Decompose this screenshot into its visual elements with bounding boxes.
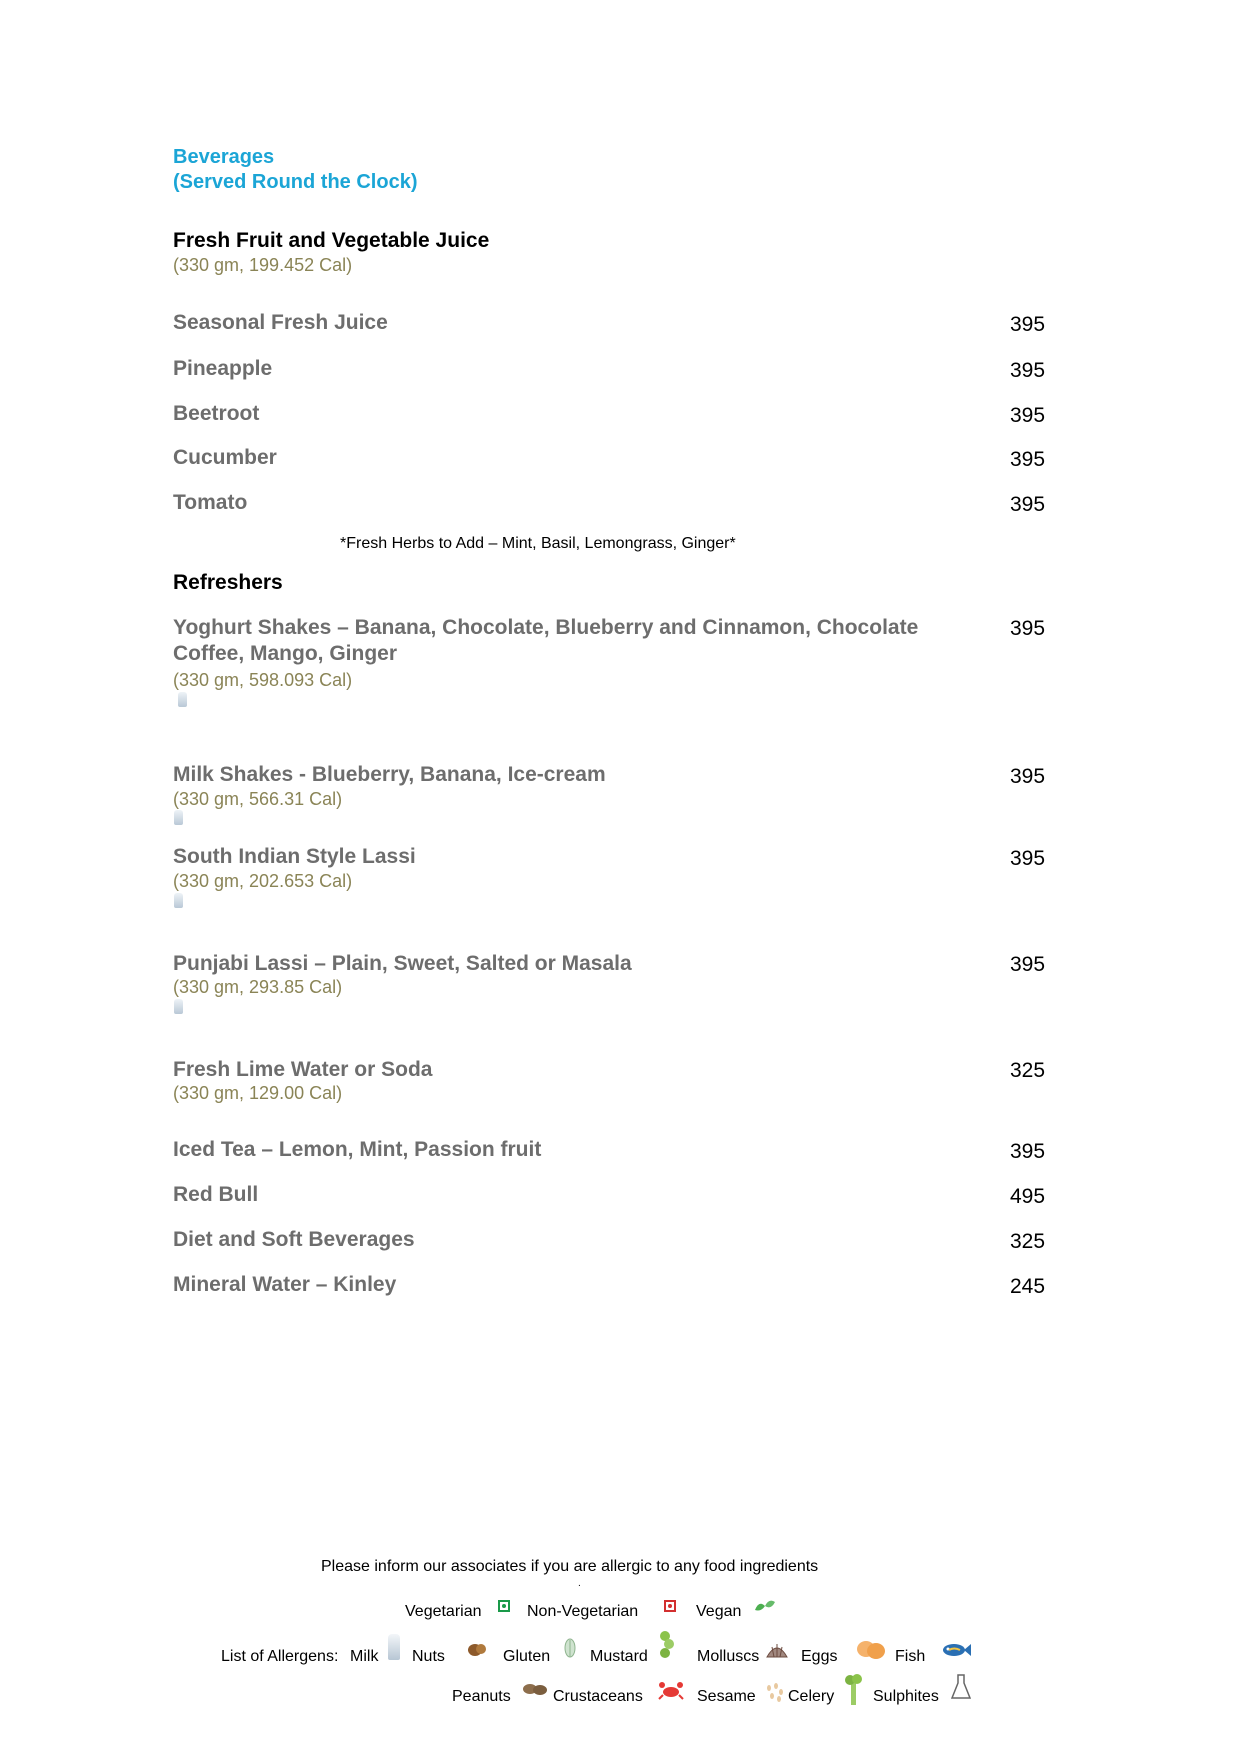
menu-item-price: 395 [1010,953,1046,976]
menu-item-name: South Indian Style Lassi [173,845,416,868]
menu-item-name: Iced Tea – Lemon, Mint, Passion fruit [173,1138,542,1161]
menu-item-price: 395 [1010,313,1046,336]
gluten-wheat-icon [563,1637,577,1659]
veg-icon [498,1600,510,1612]
allergen-celery-label: Celery [788,1688,835,1705]
section-heading-juice: Fresh Fruit and Vegetable Juice [173,229,490,252]
milk-icon [174,893,183,908]
milk-icon [174,999,183,1014]
vegan-leaf-icon [753,1598,777,1614]
menu-item-name: Pineapple [173,357,273,380]
menu-item-price: 245 [1010,1275,1046,1298]
milk-icon [174,810,183,825]
menu-item-name: Beetroot [173,402,260,425]
allergen-eggs-label: Eggs [801,1648,838,1665]
crustaceans-crab-icon [657,1680,685,1700]
milk-icon [178,692,187,707]
non-veg-icon [664,1600,676,1612]
allergen-mustard-label: Mustard [590,1648,648,1665]
menu-item-calories: (330 gm, 566.31 Cal) [173,789,343,809]
menu-item-price: 395 [1010,1140,1046,1163]
legend-vegan: Vegan [696,1603,742,1620]
mustard-icon [657,1629,677,1661]
milk-icon [388,1634,400,1660]
allergen-peanuts-label: Peanuts [452,1688,511,1705]
juice-calories: (330 gm, 199.452 Cal) [173,255,353,275]
allergen-sesame-label: Sesame [697,1688,756,1705]
menu-item-name: Red Bull [173,1183,259,1206]
sesame-icon [764,1682,786,1702]
peanuts-icon [521,1680,549,1698]
menu-item-price: 395 [1010,847,1046,870]
menu-item-calories: (330 gm, 598.093 Cal) [173,670,353,690]
allergen-crustaceans-label: Crustaceans [553,1688,643,1705]
menu-item-name: Tomato [173,491,248,514]
menu-item-calories: (330 gm, 129.00 Cal) [173,1083,343,1103]
menu-item-price: 325 [1010,1059,1046,1082]
menu-item-name: Cucumber [173,446,277,469]
menu-item-name: Punjabi Lassi – Plain, Sweet, Salted or Masala [173,952,632,975]
menu-item-price: 325 [1010,1230,1046,1253]
eggs-icon [854,1637,888,1661]
allergen-molluscs-label: Molluscs [697,1648,760,1665]
menu-item-name: Diet and Soft Beverages [173,1228,415,1251]
allergen-sulphites-label: Sulphites [873,1688,939,1705]
allergen-milk-label: Milk [350,1648,379,1665]
menu-item-name: Yoghurt Shakes – Banana, Chocolate, Blueberry and Cinnamon, Chocolate Coffee, Mango, Ginger [173,616,919,665]
menu-item-price: 395 [1010,404,1046,427]
menu-item-calories: (330 gm, 293.85 Cal) [173,977,343,997]
allergen-nuts-label: Nuts [412,1648,445,1665]
molluscs-shell-icon [765,1641,789,1661]
menu-item-name: Mineral Water – Kinley [173,1273,397,1296]
allergen-gluten-label: Gluten [503,1648,551,1665]
allergen-fish-label: Fish [895,1648,926,1665]
allergy-notice: Please inform our associates if you are allergic to any food ingredients [321,1558,819,1575]
menu-item-name: Milk Shakes - Blueberry, Banana, Ice-cream [173,763,606,786]
sulphites-flask-icon [951,1673,971,1701]
menu-item-name: Fresh Lime Water or Soda [173,1058,433,1081]
menu-item-price: 395 [1010,493,1046,516]
footer-dot: . [578,1578,581,1589]
legend-non-vegetarian: Non-Vegetarian [527,1603,639,1620]
herbs-note: *Fresh Herbs to Add – Mint, Basil, Lemongrass, Ginger* [340,535,736,552]
menu-item-name: Seasonal Fresh Juice [173,311,388,334]
menu-item-price: 495 [1010,1185,1046,1208]
menu-item-price: 395 [1010,359,1046,382]
menu-title: Beverages [173,146,275,168]
nuts-icon [466,1640,488,1658]
menu-item-price: 395 [1010,617,1046,640]
section-heading-refreshers: Refreshers [173,571,283,594]
menu-item-price: 395 [1010,448,1046,471]
menu-subtitle: (Served Round the Clock) [173,171,418,193]
legend-vegetarian: Vegetarian [405,1603,482,1620]
menu-item-calories: (330 gm, 202.653 Cal) [173,871,353,891]
celery-icon [845,1673,863,1705]
menu-item-price: 395 [1010,765,1046,788]
allergens-label: List of Allergens: [221,1648,339,1665]
fish-icon [940,1641,972,1659]
